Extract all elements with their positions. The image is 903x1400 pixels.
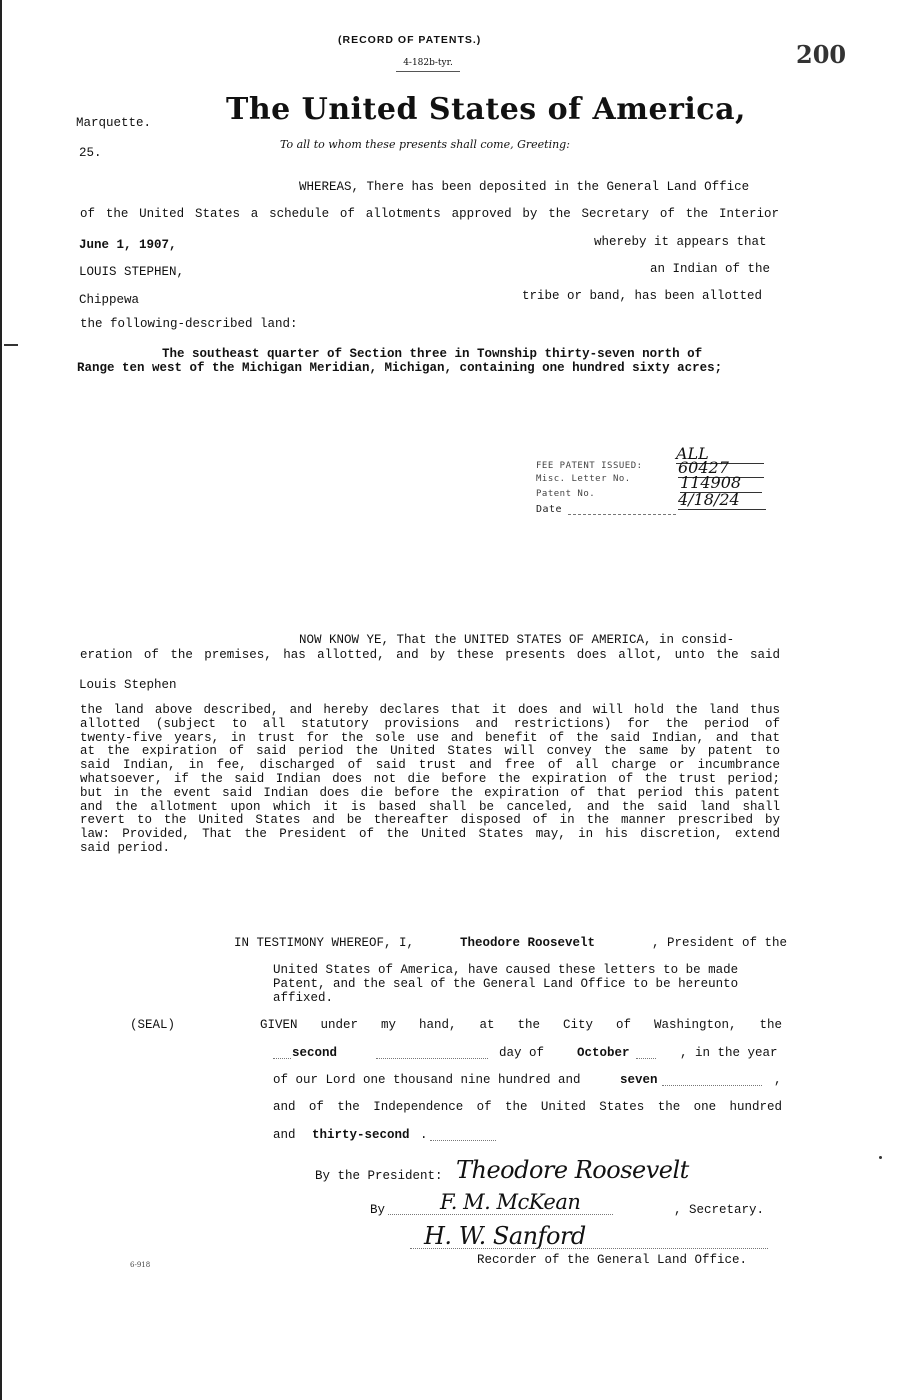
margin-mark <box>4 344 18 346</box>
recital-line-1: WHEREAS, There has been deposited in the General Land Office <box>299 180 750 194</box>
fee-patent-value: ALL <box>676 444 764 464</box>
trust-body-line: whatsoever, if the said Indian does not die before the expiration of the trust period; <box>80 772 780 786</box>
patent-number-label: Patent No. <box>536 489 596 499</box>
by-dots <box>388 1214 613 1215</box>
independence-year: thirty-second <box>312 1128 410 1142</box>
granting-line-2: eration of the premises, has allotted, and by these presents does allot, unto the said <box>80 648 780 662</box>
patent-number-value: 114908 <box>680 473 762 493</box>
trust-body-line: but in the event said Indian does die before the expiration of that period this patent <box>80 785 780 800</box>
greeting: To all to whom these presents shall come, Greeting: <box>280 138 570 151</box>
stamp-date-dots <box>568 514 676 515</box>
stamp-date-label: Date <box>536 504 563 515</box>
day-dots-left <box>273 1058 291 1059</box>
testimony-line-3: Patent, and the seal of the General Land Office to be hereunto <box>273 977 739 991</box>
secretary-label: , Secretary. <box>674 1203 765 1217</box>
page-number: 200 <box>796 40 847 69</box>
trust-body-line: allotted (subject to all statutory provisions and restrictions) for the period of <box>80 716 780 731</box>
testimony-line-2: United States of America, have caused these letters to be made <box>273 963 739 977</box>
president-signature: Theodore Roosevelt <box>456 1156 689 1184</box>
trust-body-line: the land above described, and hereby declares that it does and will hold the land thus <box>80 703 780 717</box>
granting-line-1: NOW KNOW YE, That the UNITED STATES OF AMERICA, in consid- <box>299 633 735 647</box>
month-value: October <box>577 1046 630 1060</box>
right-margin-speck <box>879 1156 882 1159</box>
recital-line-2: of the United States a schedule of allotments approved by the Secretary of the Interior <box>80 207 779 221</box>
land-description-line-1: The southeast quarter of Section three in Township thirty-seven north of <box>162 347 703 361</box>
independence-line: and of the Independence of the United States the one hundred <box>273 1100 782 1114</box>
president-name: Theodore Roosevelt <box>460 936 596 950</box>
trust-body-line: at the expiration of said period the United States will convey the same by patent to <box>80 744 780 759</box>
and-word: and <box>273 1128 296 1142</box>
document-title: The United States of America, <box>226 92 746 127</box>
year-of-our-lord: of our Lord one thousand nine hundred and <box>273 1073 581 1087</box>
day-dots-right <box>376 1058 488 1059</box>
fee-patent-label: FEE PATENT ISSUED: <box>536 461 643 471</box>
day-value: second <box>292 1046 338 1060</box>
whereby-text: whereby it appears that <box>594 235 767 249</box>
tribe-suffix: tribe or band, has been allotted <box>522 289 763 303</box>
approval-date: June 1, 1907, <box>79 238 177 252</box>
allottee-name-caps: LOUIS STEPHEN, <box>79 265 185 279</box>
independence-period: . <box>420 1128 428 1142</box>
form-number: 6-918 <box>130 1261 151 1269</box>
allottee-name: Louis Stephen <box>79 678 177 692</box>
independence-dots <box>430 1140 496 1141</box>
land-description-line-2: Range ten west of the Michigan Meridian, Michigan, containing one hundred sixty acres; <box>77 361 723 375</box>
misc-letter-value: 60427 <box>678 458 764 478</box>
given-line: GIVEN under my hand, at the City of Washington, the <box>260 1018 782 1032</box>
trust-body-line: revert to the United States and be thereafter disposed of in the manner prescribed by <box>80 813 780 828</box>
year-value: seven <box>620 1073 658 1087</box>
by-the-president-label: By the President: <box>315 1169 443 1183</box>
record-of-patents: (RECORD OF PATENTS.) <box>338 34 482 46</box>
recorder-signature: H. W. Sanford <box>424 1222 586 1250</box>
misc-letter-label: Misc. Letter No. <box>536 474 631 484</box>
form-code: 4-182b-tyr. <box>396 58 460 72</box>
testimony-line-4: affixed. <box>273 991 334 1005</box>
testimony-intro: IN TESTIMONY WHEREOF, I, <box>234 936 415 950</box>
secretary-signature: F. M. McKean <box>440 1190 581 1214</box>
month-dots <box>636 1058 656 1059</box>
president-suffix: , President of the <box>652 936 788 950</box>
indian-text: an Indian of the <box>650 262 771 276</box>
year-comma: , <box>774 1073 782 1087</box>
serial-number: 25. <box>79 146 102 160</box>
trust-body-line: law: Provided, That the President of the United States may, in his discretion, extend <box>80 827 780 842</box>
tribe-name: Chippewa <box>79 293 140 307</box>
district-name: Marquette. <box>76 116 152 130</box>
stamp-date-value: 4/18/24 <box>678 490 766 510</box>
by-label: By <box>370 1203 386 1217</box>
trust-body-line: and the allotment upon which it is based shall be canceled, and the said land shall <box>80 799 780 814</box>
trust-body-line: twenty-five years, in trust for the sole use and benefit of the said Indian, and that <box>80 730 780 745</box>
trust-body-line: said Indian, in fee, discharged of said trust and free of all charge or incumbrance <box>80 758 780 773</box>
recorder-label: Recorder of the General Land Office. <box>477 1253 748 1267</box>
seal-label: (SEAL) <box>130 1018 176 1032</box>
following-described: the following-described land: <box>80 317 298 331</box>
in-the-year-text: , in the year <box>680 1046 778 1060</box>
left-page-edge <box>0 0 2 1400</box>
year-dots <box>662 1085 762 1086</box>
day-of-text: day of <box>499 1046 545 1060</box>
trust-body-last-line: said period. <box>80 841 171 855</box>
